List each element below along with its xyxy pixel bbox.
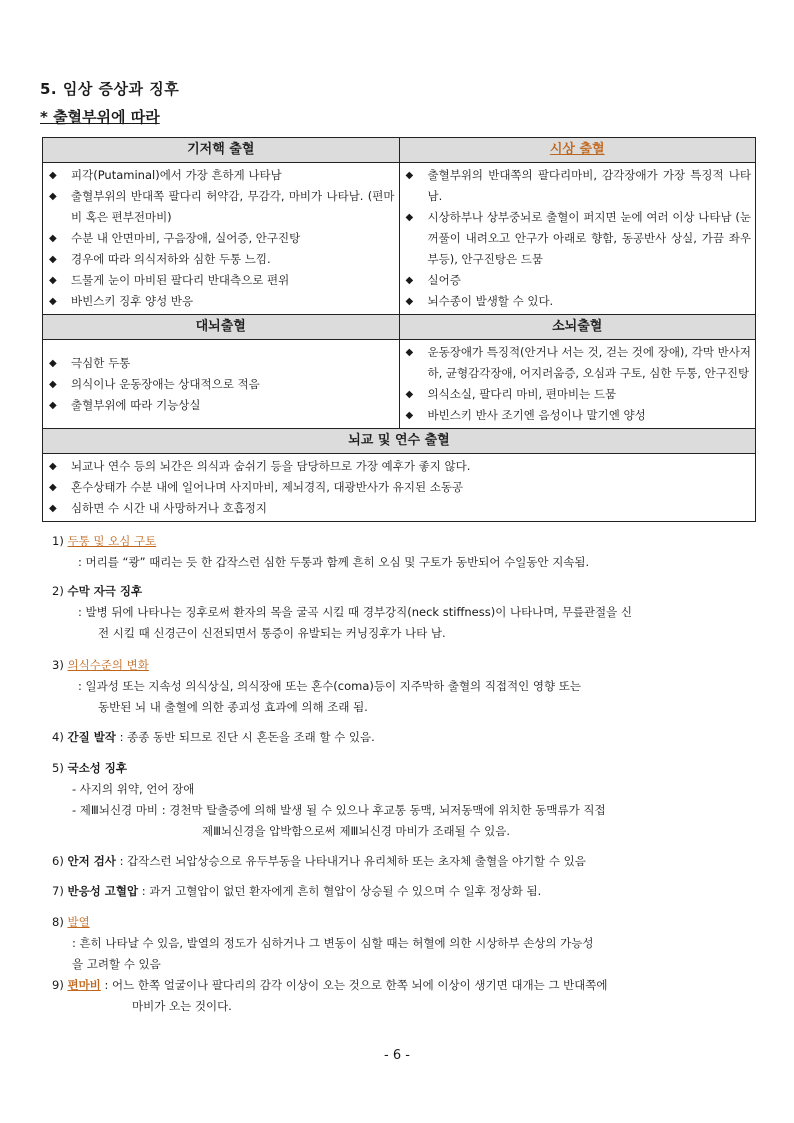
section-title: 의식수준의 변화 [67, 658, 149, 672]
section-title: 국소성 징후 [67, 761, 128, 775]
list-item [49, 228, 395, 249]
section-text: : 과거 고혈압이 없던 환자에게 흔히 혈압이 상승될 수 있으며 수 일후 정상화 됨. [138, 884, 542, 898]
cerebral-header: 대뇌출혈 [43, 315, 400, 340]
list-item [406, 165, 752, 207]
bullet-icon: ◆ [49, 503, 57, 514]
list-item [49, 186, 395, 228]
list-item [49, 353, 395, 374]
list-item-text: 시상하부나 상부중뇌로 출혈이 퍼지면 눈에 여러 이상 나타남 (눈꺼풀이 내려오고 안구가 아래로 향함, 동공반사 상실, 가끔 좌우부등), 안구진탕은 드뭄 [427, 210, 751, 266]
list-item-text: 출혈부위의 반대쪽 팔다리 허약감, 무감각, 마비가 나타남. (편마비 혹은 편부전마비) [71, 189, 395, 224]
list-item-text: 뇌수종이 발생할 수 있다. [427, 294, 554, 308]
section-6 [52, 851, 586, 872]
section-3 [52, 655, 581, 718]
basal-ganglia-header: 기저핵 출혈 [43, 138, 400, 163]
bullet-icon: ◆ [405, 347, 414, 358]
bullet-icon: ◆ [405, 410, 414, 421]
cerebral-list [43, 351, 399, 418]
section-text: 마비가 오는 것이다. [132, 999, 232, 1013]
bullet-icon: ◆ [49, 482, 57, 493]
list-item [49, 291, 395, 312]
list-item [406, 342, 752, 384]
section-title: 수막 자극 징후 [67, 584, 143, 598]
list-item-text: 바빈스키 반사 조기엔 음성이나 말기엔 양성 [427, 408, 646, 422]
section-text: : 갑작스런 뇌압상승으로 유두부동을 나타내거나 유리체하 또는 초자체 출혈을 야기할 수 있음 [115, 854, 586, 868]
bullet-icon: ◆ [49, 254, 57, 265]
list-item-text: 바빈스키 징후 양성 반응 [71, 294, 194, 308]
bullet-icon: ◆ [49, 378, 57, 390]
section-text: 을 고려할 수 있음 [72, 957, 161, 971]
list-item [49, 477, 751, 498]
cerebral-cell [43, 340, 400, 429]
list-item [406, 291, 752, 312]
section-title: 발열 [67, 915, 90, 929]
cerebellar-header: 소뇌출혈 [399, 315, 756, 340]
section-text: 동반된 뇌 내 출혈에 의한 종괴성 효과에 의해 조래 됨. [98, 700, 368, 714]
section-text: : 종종 동반 되므로 진단 시 혼돈을 조래 할 수 있음. [115, 730, 375, 744]
list-item-text: 혼수상태가 수분 내에 일어나며 사지마비, 제뇌경직, 대광반사가 유지된 소동공 [71, 480, 464, 494]
list-item-text: 경우에 따라 의식저하와 심한 두통 느낌. [71, 252, 271, 266]
list-item-text: 의식소실, 팔다리 마비, 편마비는 드뭄 [427, 387, 617, 401]
page-number: - 6 - [384, 1048, 410, 1063]
list-item [49, 270, 395, 291]
section-9 [52, 975, 608, 1017]
section-title: 간질 발작 [67, 730, 116, 744]
bullet-icon: ◆ [405, 170, 414, 181]
list-item [406, 207, 752, 270]
pontine-cell [43, 454, 756, 522]
section-text: : 흔히 나타날 수 있음, 발열의 정도가 심하거나 그 변동이 심할 때는 허혈에 의한 시상하부 손상의 가능성 [72, 936, 594, 950]
section-1 [52, 531, 589, 573]
section-number: 6) [52, 854, 64, 868]
list-item [49, 395, 395, 416]
bullet-icon: ◆ [49, 461, 57, 472]
basal-ganglia-cell [43, 163, 400, 315]
list-item-text: 출혈부위에 따라 기능상실 [71, 397, 201, 412]
section-text: : 발병 뒤에 나타나는 징후로써 환자의 목을 굴곡 시킬 때 경부강직(neck stiffness)이 나타나며, 무릎관절을 신 [78, 605, 633, 619]
pontine-header: 뇌교 및 연수 출혈 [43, 429, 756, 454]
hemorrhage-table [42, 137, 756, 522]
section-text: : 일과성 또는 지속성 의식상실, 의식장애 또는 혼수(coma)등이 지주막하 출혈의 직접적인 영향 또는 [78, 679, 582, 693]
section-text: 제Ⅲ뇌신경을 압박함으로써 제Ⅲ뇌신경 마비가 조래될 수 있음. [202, 824, 511, 838]
section-title: 반응성 고혈압 [67, 884, 139, 898]
bullet-icon: ◆ [405, 389, 414, 400]
list-item-text: 운동장애가 특징적(안거나 서는 것, 걷는 것에 장애), 각막 반사저하, 균형감각장애, 어지러움증, 오심과 구토, 심한 두통, 안구진탕 [427, 345, 751, 380]
bullet-icon: ◆ [49, 399, 57, 411]
section-number: 4) [52, 730, 64, 744]
thalamic-list [400, 163, 756, 314]
list-item-text: 수분 내 안면마비, 구음장애, 실어증, 안구진탕 [71, 231, 301, 245]
bullet-icon: ◆ [49, 170, 57, 181]
list-item-text: 의식이나 운동장애는 상대적으로 적음 [71, 376, 260, 391]
section-heading: 5. 임상 증상과 징후 [40, 80, 180, 98]
section-number: 9) [52, 978, 64, 992]
cerebellar-list [400, 340, 756, 428]
section-text: - 사지의 위약, 언어 장애 [72, 782, 195, 796]
section-number: 1) [52, 534, 64, 548]
section-number: 2) [52, 584, 64, 598]
list-item-text: 실어증 [427, 273, 461, 287]
list-item [49, 165, 395, 186]
section-title: 편마비 [67, 978, 101, 992]
bullet-icon: ◆ [49, 191, 57, 202]
bullet-icon: ◆ [405, 212, 414, 223]
list-item [49, 456, 751, 477]
pontine-list [43, 454, 755, 521]
bullet-icon: ◆ [405, 296, 414, 307]
section-5 [52, 758, 606, 842]
subheading: * 출혈부위에 따라 [40, 108, 160, 126]
section-title: 안저 검사 [67, 854, 116, 868]
list-item [49, 498, 751, 519]
section-text: 전 시킬 때 신경근이 신전되면서 통증이 유발되는 커닝징후가 나타 남. [98, 626, 446, 640]
bullet-icon: ◆ [49, 275, 57, 286]
section-number: 7) [52, 884, 64, 898]
section-number: 5) [52, 761, 64, 775]
section-7 [52, 881, 541, 902]
list-item-text: 극심한 두통 [71, 355, 131, 370]
thalamic-cell [399, 163, 756, 315]
list-item-text: 드물게 눈이 마비된 팔다리 반대측으로 편위 [71, 273, 290, 287]
list-item [406, 405, 752, 426]
section-title: 두통 및 오심 구토 [67, 534, 157, 548]
list-item [49, 249, 395, 270]
section-text: - 제Ⅲ뇌신경 마비 : 경천막 탈출증에 의해 발생 될 수 있으나 후교통 동맥, 뇌저동맥에 위치한 동맥류가 직접 [72, 803, 606, 817]
bullet-icon: ◆ [49, 357, 57, 369]
list-item-text: 피각(Putaminal)에서 가장 흔하게 나타남 [71, 168, 282, 182]
section-8 [52, 912, 593, 975]
bullet-icon: ◆ [405, 275, 414, 286]
section-2 [52, 581, 632, 644]
list-item-text: 출혈부위의 반대쪽의 팔다리마비, 감각장애가 가장 특징적 나타남. [427, 168, 751, 203]
list-item [49, 374, 395, 395]
section-text: : 어느 한쪽 얼굴이나 팔다리의 감각 이상이 오는 것으로 한쪽 뇌에 이상이 생기면 대개는 그 반대쪽에 [100, 978, 608, 992]
cerebellar-cell [399, 340, 756, 429]
list-item [406, 384, 752, 405]
list-item [406, 270, 752, 291]
section-number: 3) [52, 658, 64, 672]
bullet-icon: ◆ [49, 233, 57, 244]
section-4 [52, 727, 375, 748]
section-text: : 머리를 “쾅” 때리는 듯 한 갑작스런 심한 두통과 함께 흔히 오심 및 구토가 동반되어 수일동안 지속됨. [78, 555, 590, 569]
bullet-icon: ◆ [49, 296, 57, 307]
section-number: 8) [52, 915, 64, 929]
basal-ganglia-list [43, 163, 399, 314]
thalamic-header: 시상 출혈 [399, 138, 756, 163]
list-item-text: 심하면 수 시간 내 사망하거나 호흡정지 [71, 501, 268, 515]
list-item-text: 뇌교나 연수 등의 뇌간은 의식과 숨쉬기 등을 담당하므로 가장 예후가 좋지 않다. [71, 459, 471, 473]
